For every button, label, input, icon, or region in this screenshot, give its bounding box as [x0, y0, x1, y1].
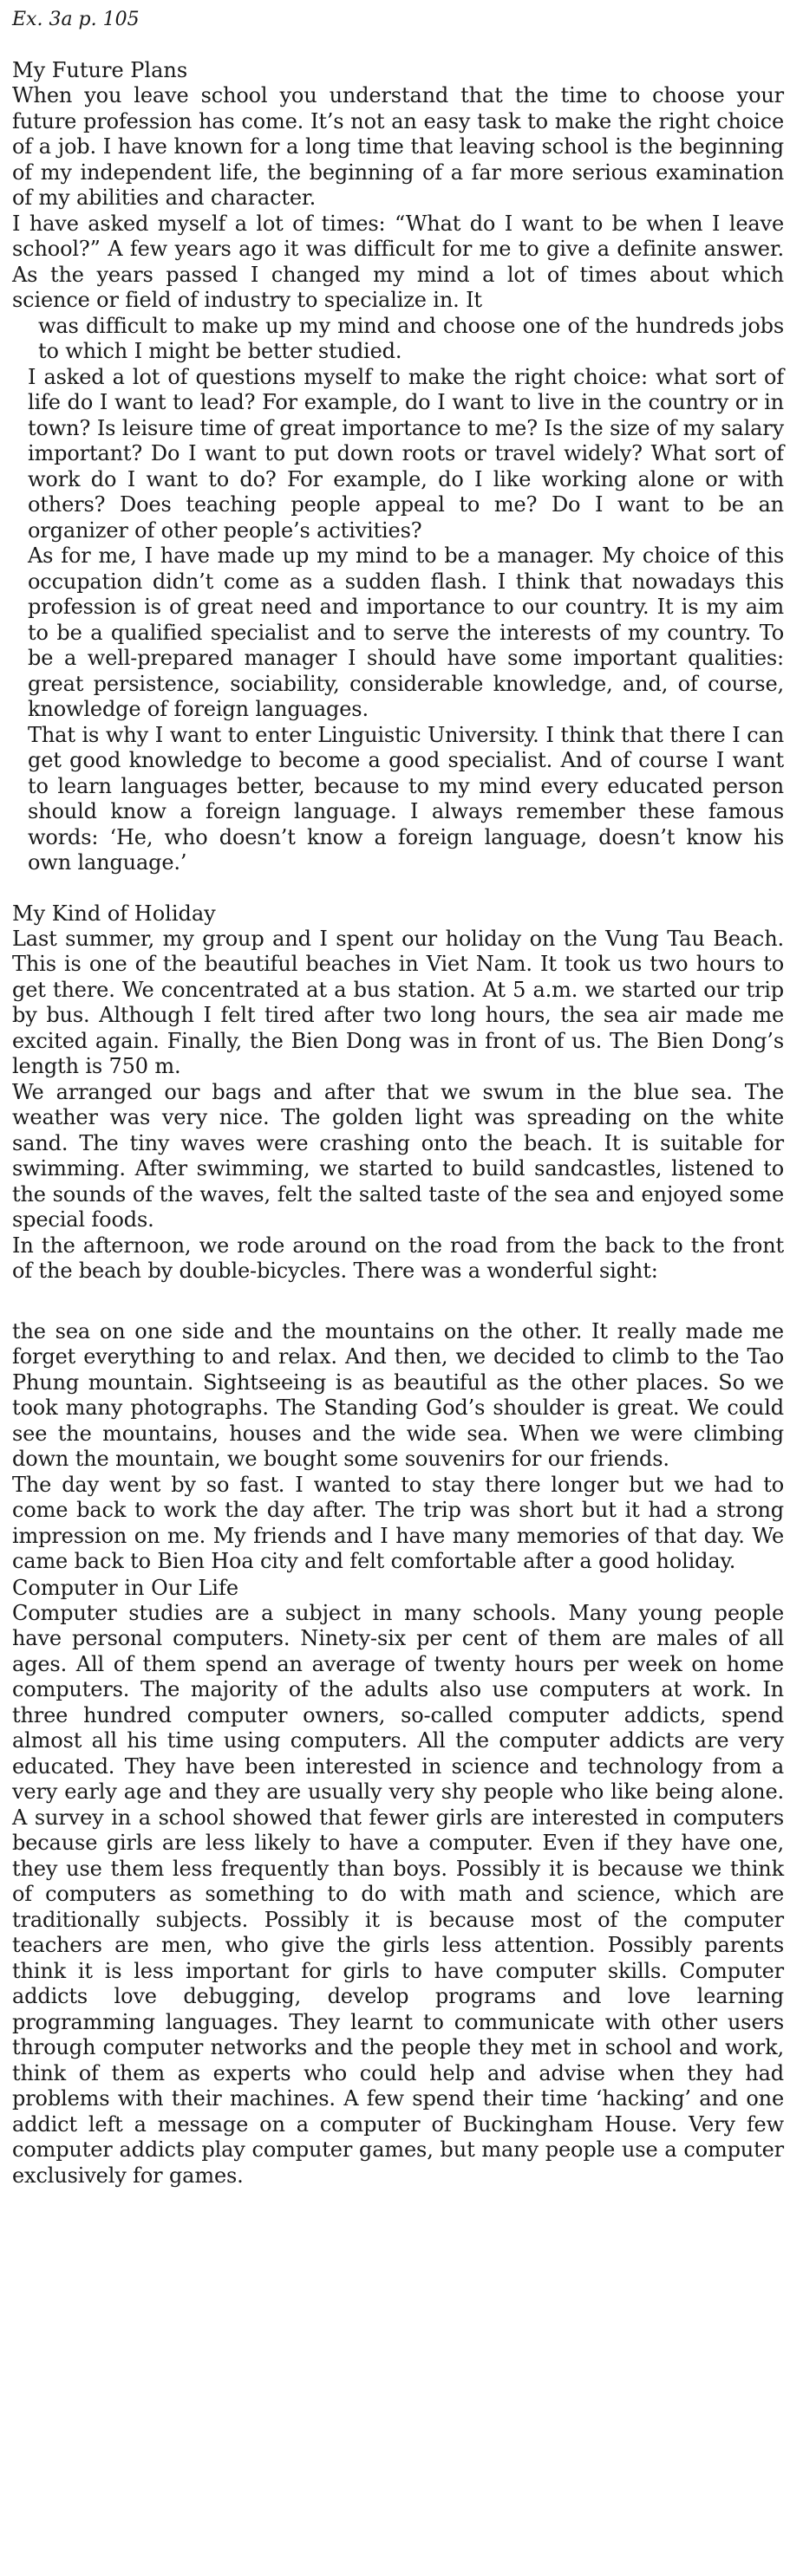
paragraph: the sea on one side and the mountains on the other. It really made me forget everything to and relax. And then, we decided to climb to the Tao Phung mountain. Sightseeing is as beautiful as the other places. So we took many photographs. The Standing God’s shoulder is great. We could see the mountains, houses and the wide sea. When we were climbing down the mountain, we bought some souvenirs for our friends.	[12, 1318, 784, 1471]
section-title-computer: Computer in Our Life	[12, 1575, 239, 1600]
section-title-holiday: My Kind of Holiday	[12, 901, 216, 926]
paragraph: That is why I want to enter Linguistic University. I think that there I can get good knowledge to become a good specialist. And of course I want to learn languages better, because to my mind every educated person should know a foreign language. I always remember these famous words: ‘He, who doesn’t know a foreign language, doesn’t know his own language.’	[28, 722, 784, 875]
paragraph: As for me, I have made up my mind to be a manager. My choice of this occupation didn’t come as a sudden flash. I think that nowadays this profession is of great need and importance to our country. It is my aim to be a qualified specialist and to serve the interests of my country. To be a well-prepared manager I should have some important qualities: great persistence, sociability, considerable knowledge, and, of course, knowledge of foreign languages.	[28, 543, 784, 721]
paragraph: We arranged our bags and after that we swum in the blue sea. The weather was very nice. The golden light was spreading on the white sand. The tiny waves were crashing onto the beach. It is suitable for swimming. After swimming, we started to build sandcastles, listened to the sounds of the waves, felt the salted taste of the sea and enjoyed some special foods.	[12, 1079, 784, 1232]
paragraph: In the afternoon, we rode around on the road from the back to the front of the beach by double-bicycles. There was a wonderful sight:	[12, 1233, 784, 1283]
section-holiday	[12, 901, 784, 1575]
paragraph: Last summer, my group and I spent our holiday on the Vung Tau Beach. This is one of the beautiful beaches in Viet Nam. It took us two hours to get there. We concentrated at a bus station. At 5 a.m. we started our trip by bus. Although I felt tired after two long hours, the sea air made me excited again. Finally, the Bien Dong was in front of us. The Bien Dong’s length is 750 m.	[12, 926, 784, 1078]
exercise-reference: Ex. 3a p. 105	[12, 9, 140, 30]
paragraph: The day went by so fast. I wanted to stay there longer but we had to come back to work the day after. The trip was short but it had a strong impression on me. My friends and I have many memories of that day. We came back to Bien Hoa city and felt comfortable after a good holiday.	[12, 1472, 784, 1573]
paragraph: When you leave school you understand that the time to choose your future profession has come. It’s not an easy task to make the right choice of a job. I have known for a long time that leaving school is the beginning of my independent life, the beginning of a far more serious examination of my abilities and character.	[12, 83, 784, 210]
paragraph: I asked a lot of questions myself to make the right choice: what sort of life do I want to lead? For example, do I want to live in the country or in town? Is leisure time of great importance to me? Is the size of my salary important? Do I want to put down roots or travel widely? What sort of work do I want to do? For example, do I like working alone or with others? Does teaching people appeal to me? Do I want to be an organizer of other people’s activities?	[28, 364, 784, 543]
paragraph: I have asked myself a lot of times: “What do I want to be when I leave school?” A few years ago it was difficult for me to give a definite answer. As the years passed I changed my mind a lot of times about which science or field of industry to specialize in. It	[12, 211, 784, 312]
paragraph: Computer studies are a subject in many schools. Many young people have personal computers. Ninety-six per cent of them are males of all ages. All of them spend an average of twenty hours per week on home computers. The majority of the adults also use computers at work. In three hundred computer owners, so-called computer addicts, spend almost all his time using computers. All the computer addicts are very educated. They have been interested in science and technology from a very early age and they are usually very shy people who like being alone. A survey in a school showed that fewer girls are interested in computers because girls are less likely to have a computer. Even if they have one, they use them less frequently than boys. Possibly it is because we think of computers as something to do with math and science, which are traditionally subjects. Possibly it is because most of the computer teachers are men, who give the girls less attention. Possibly parents think it is less important for girls to have computer skills. Computer addicts love debugging, develop programs and love learning programming languages. They learnt to communicate with other users through computer networks and the people they met in school and work, think of them as experts who could help and advise when they had problems with their machines. A few spend their time ‘hacking’ and one addict left a message on a computer of Buckingham House. Very few computer addicts play computer games, but many people use a computer exclusively for games.	[12, 1600, 784, 2188]
section-computer	[12, 1575, 784, 2189]
section-title-future-plans: My Future Plans	[12, 58, 188, 82]
section-future-plans	[12, 57, 784, 876]
paragraph: was difficult to make up my mind and choose one of the hundreds jobs to which I might be better studied.	[38, 313, 784, 363]
